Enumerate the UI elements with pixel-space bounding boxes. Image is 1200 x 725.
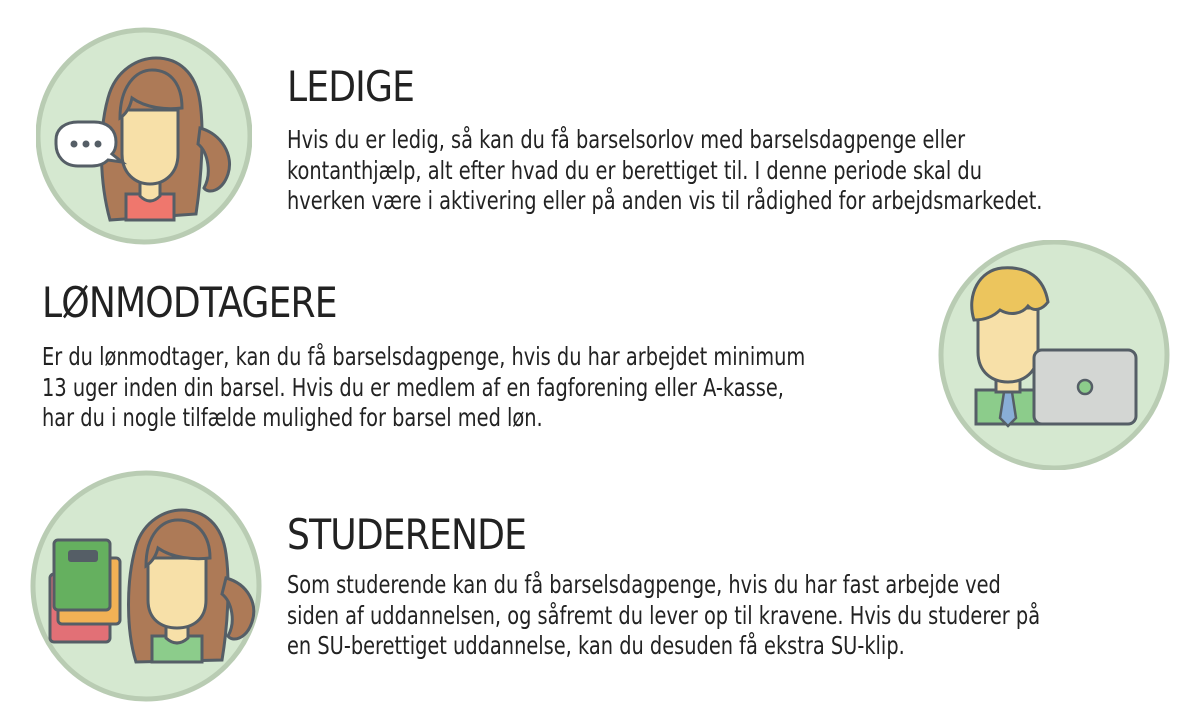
body-line: 13 uger inden din barsel. Hvis du er medlem af en fagforening eller A-kasse,	[42, 372, 784, 402]
section-title: STUDERENDE	[287, 510, 527, 559]
section-body	[287, 125, 1042, 217]
woman-speech-bubble-icon	[36, 24, 252, 248]
section-body	[42, 342, 805, 434]
section-body	[287, 570, 1040, 662]
body-line: Som studerende kan du få barselsdagpenge, hvis du har fast arbejde ved	[287, 570, 1001, 599]
student-books-icon	[26, 470, 266, 702]
body-line: siden af uddannelsen, og såfremt du lever op til kravene. Hvis du studerer på	[287, 600, 1041, 630]
body-line: Hvis du er ledig, så kan du få barselsorlov med barselsdagpenge eller	[287, 125, 966, 154]
man-laptop-icon	[936, 240, 1172, 470]
body-line: en SU-berettiget uddannelse, kan du desuden få ekstra SU-klip.	[287, 631, 905, 660]
body-line: kontanthjælp, alt efter hvad du er berettiget til. I denne periode skal du	[287, 155, 983, 185]
section-title: LEDIGE	[287, 62, 415, 111]
body-line: Er du lønmodtager, kan du få barselsdagpenge, hvis du har arbejdet minimum	[42, 342, 806, 371]
body-line: har du i nogle tilfælde mulighed for barsel med løn.	[42, 403, 543, 432]
body-line: hverken være i aktivering eller på anden vis til rådighed for arbejdsmarkedet.	[287, 186, 1043, 215]
section-title: LØNMODTAGERE	[42, 278, 337, 327]
